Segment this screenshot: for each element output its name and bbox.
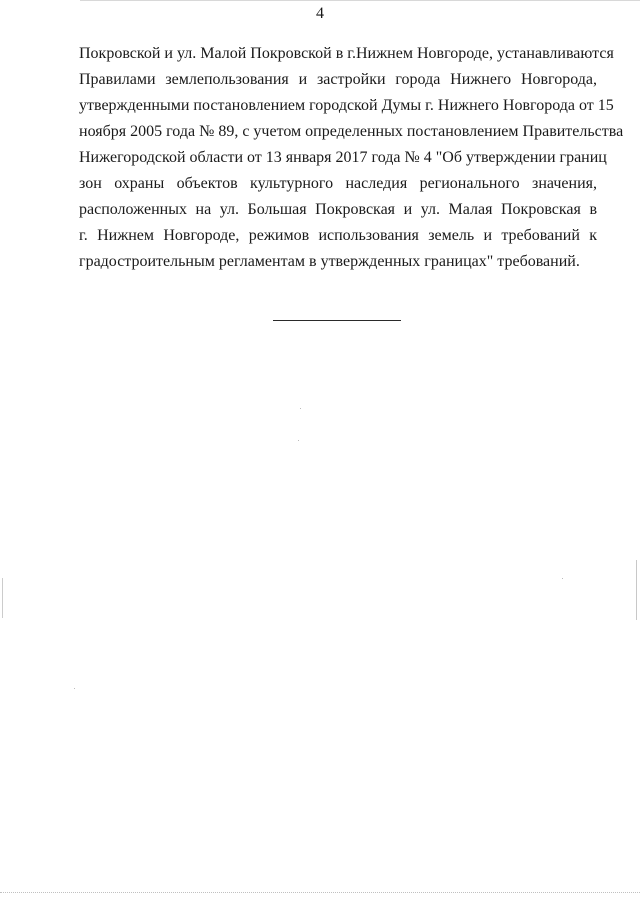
- scan-edge-bottom: [0, 892, 640, 893]
- text-line: Нижегородской области от 13 января 2017 года № 4 "Об утверждении границ: [79, 149, 607, 166]
- text-line: градостроительным регламентам в утвержденных границах" требований.: [79, 253, 580, 270]
- scan-edge-top: [80, 0, 640, 1]
- text-line: Покровской и ул. Малой Покровской в г.Нижнем Новгороде, устанавливаются: [79, 45, 614, 62]
- scan-speck: [300, 408, 301, 409]
- scan-edge-left: [2, 578, 3, 618]
- text-line: расположенных на ул. Большая Покровская и ул. Малая Покровская в: [79, 201, 597, 218]
- body-paragraph: [79, 41, 624, 275]
- page-number: 4: [316, 5, 324, 22]
- scan-speck: [562, 578, 563, 579]
- scan-edge-right: [636, 560, 637, 620]
- scan-speck: [74, 688, 75, 689]
- text-line: зон охраны объектов культурного наследия регионального значения,: [79, 175, 597, 192]
- text-line: Правилами землепользования и застройки города Нижнего Новгорода,: [79, 71, 597, 88]
- text-line: утвержденными постановлением городской Думы г. Нижнего Новгорода от 15: [79, 97, 614, 114]
- text-line: г. Нижнем Новгороде, режимов использования земель и требований к: [79, 227, 597, 244]
- end-separator-line: [273, 320, 401, 321]
- scan-speck: [298, 440, 299, 441]
- text-line: ноября 2005 года № 89, с учетом определенных постановлением Правительства: [79, 123, 624, 140]
